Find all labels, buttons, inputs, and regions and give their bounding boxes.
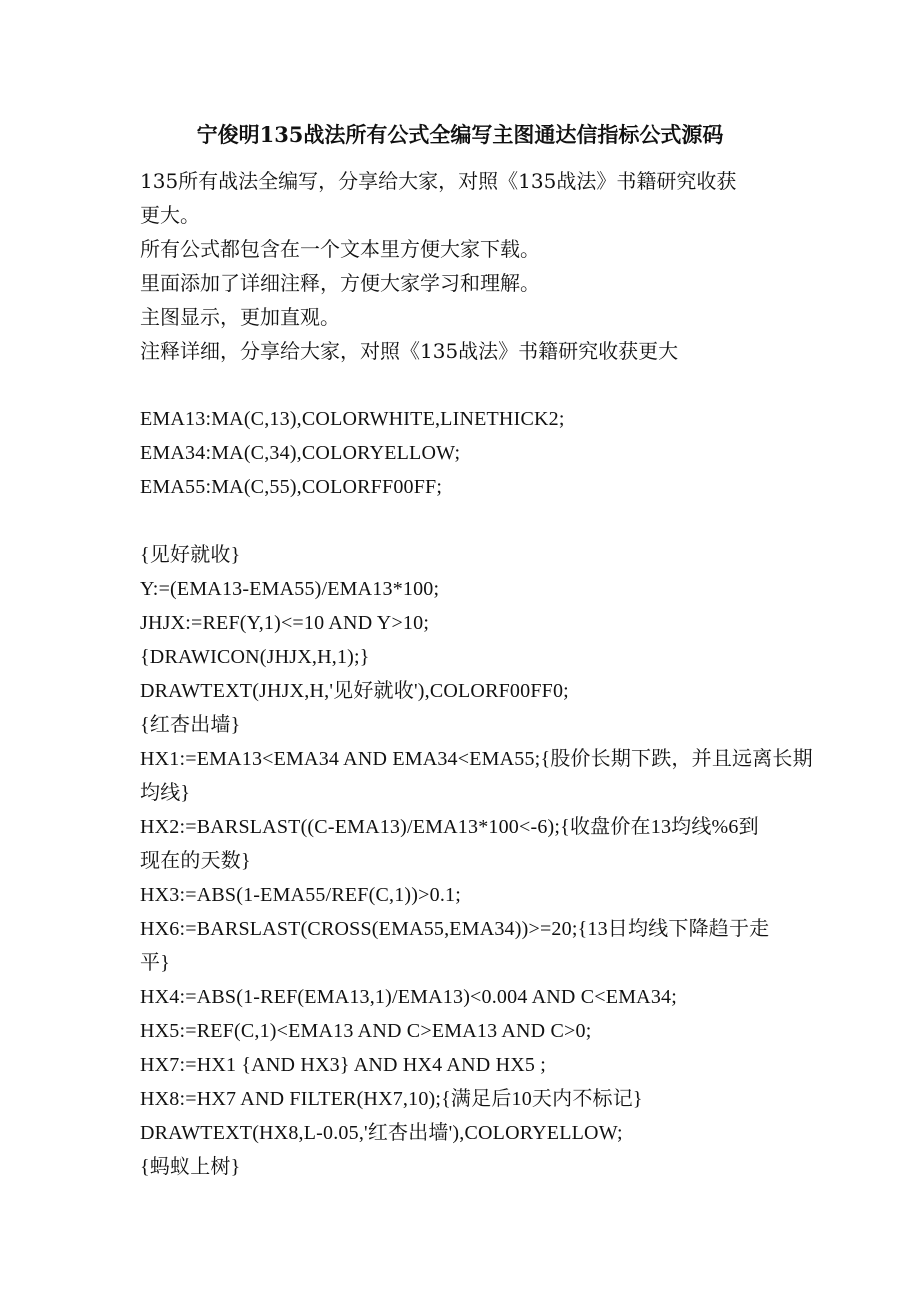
ema-line: EMA13:MA(C,13),COLORWHITE,LINETHICK2; (140, 408, 565, 430)
intro-line: 135所有战法全编写，分享给大家，对照《135战法》书籍研究收获 (140, 169, 737, 193)
ema-line: EMA55:MA(C,55),COLORFF00FF; (140, 476, 443, 498)
formula-line: Y:=(EMA13-EMA55)/EMA13*100; (140, 578, 440, 600)
formula-line: JHJX:=REF(Y,1)<=10 AND Y>10; (140, 612, 430, 634)
intro-line: 主图显示，更加直观。 (140, 305, 340, 329)
formula-line: 均线} (140, 782, 191, 804)
ema-line: EMA34:MA(C,34),COLORYELLOW; (140, 442, 461, 464)
formula-line: DRAWTEXT(JHJX,H,'见好就收'),COLORF00FF0; (140, 680, 569, 702)
intro-line: 里面添加了详细注释，方便大家学习和理解。 (140, 271, 540, 295)
intro-line: 更大。 (140, 203, 200, 227)
formula-line: {蚂蚁上树} (140, 1156, 241, 1178)
formula-line: HX3:=ABS(1-EMA55/REF(C,1))>0.1; (140, 884, 461, 906)
formula-line: 现在的天数} (140, 850, 251, 872)
formula-line: HX6:=BARSLAST(CROSS(EMA55,EMA34))>=20;{13日均线下降趋于走 (140, 918, 770, 940)
formula-line: HX1:=EMA13<EMA34 AND EMA34<EMA55;{股价长期下跌，并且远离长期 (140, 748, 813, 770)
intro-line: 所有公式都包含在一个文本里方便大家下载。 (140, 237, 540, 261)
intro-line: 注释详细，分享给大家，对照《135战法》书籍研究收获更大 (140, 339, 679, 363)
formula-line: {见好就收} (140, 544, 241, 566)
formula-line: 平} (140, 952, 170, 974)
formula-line: HX4:=ABS(1-REF(EMA13,1)/EMA13)<0.004 AND C<EMA34; (140, 986, 677, 1008)
paragraph-spacer (140, 368, 800, 402)
formula-line: HX2:=BARSLAST((C-EMA13)/EMA13*100<-6);{收盘价在13均线%6到 (140, 816, 759, 838)
formula-line: {DRAWICON(JHJX,H,1);} (140, 646, 370, 668)
formula-line: {红杏出墙} (140, 714, 241, 736)
document-body (140, 164, 813, 1184)
formula-line: HX7:=HX1 {AND HX3} AND HX4 AND HX5 ; (140, 1054, 547, 1076)
paragraph-spacer (140, 504, 800, 538)
formula-line: HX8:=HX7 AND FILTER(HX7,10);{满足后10天内不标记} (140, 1088, 643, 1110)
formula-line: HX5:=REF(C,1)<EMA13 AND C>EMA13 AND C>0; (140, 1020, 592, 1042)
document-title: 宁俊明135战法所有公式全编写主图通达信指标公式源码 (196, 122, 724, 147)
formula-line: DRAWTEXT(HX8,L-0.05,'红杏出墙'),COLORYELLOW; (140, 1122, 623, 1144)
